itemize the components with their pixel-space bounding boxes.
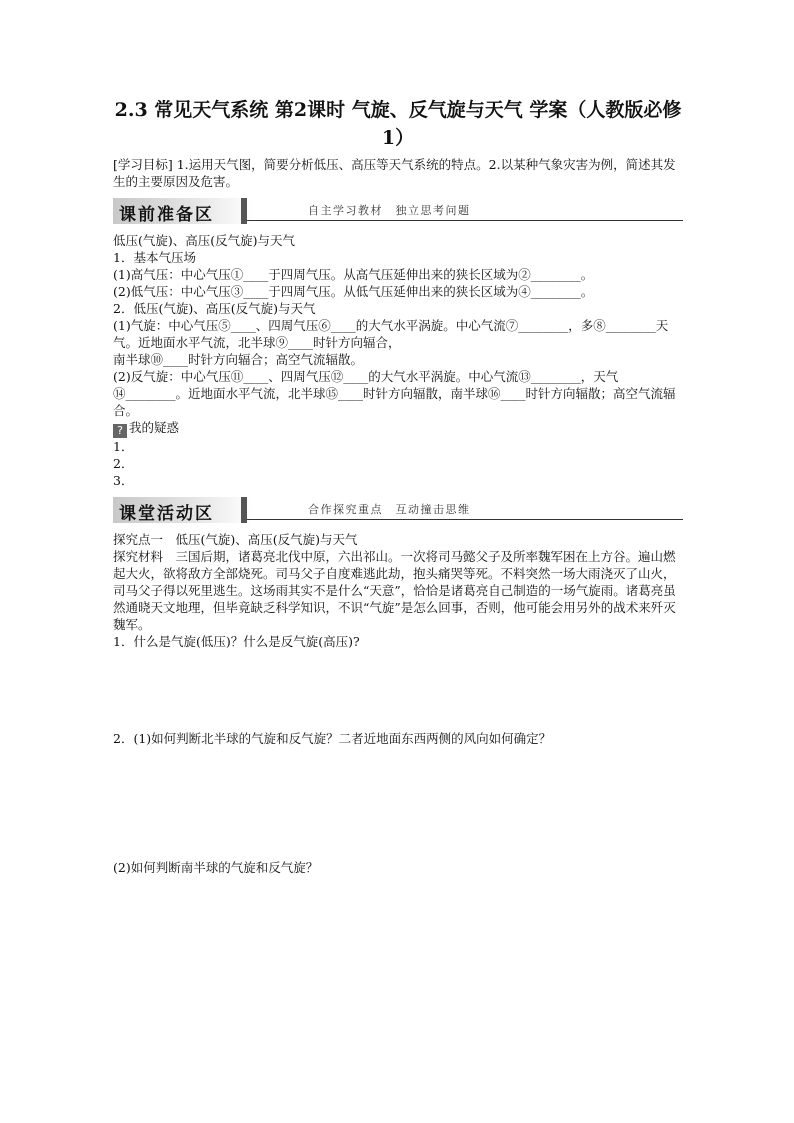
answer-space (113, 650, 683, 730)
text-line: 2．低压(气旋)、高压(反气旋)与天气 (113, 301, 316, 316)
question-1: 1．什么是气旋(低压)？什么是反气旋(高压)? (113, 634, 360, 649)
text-line: (1)高气压：中心气压①____于四周气压。从高气压延伸出来的狭长区域为②________。 (113, 267, 594, 282)
doubt-item: 1． (113, 439, 134, 454)
learning-objectives: [学习目标] 1.运用天气图，简要分析低压、高压等天气系统的特点。2.以某种气象灾害为例，简述其发生的主要原因及危害。 (113, 157, 676, 189)
doubt-heading (113, 419, 683, 438)
banner-title: 课前准备区 (119, 205, 214, 225)
text-line: 南半球⑩____时针方向辐合；高空气流辐散。 (113, 352, 364, 367)
text-line: (1)气旋：中心气压⑤____、四周气压⑥____的大气水平涡旋。中心气流⑦________，多⑧________天气。近地面水平气流，北半球⑨____时针方向辐合， (113, 318, 669, 350)
question-2: 2．(1)如何判断北半球的气旋和反气旋？二者近地面东西两侧的风向如何确定？ (113, 731, 552, 746)
banner-underline (247, 519, 683, 520)
banner-title: 课堂活动区 (119, 504, 214, 524)
exploration-material: 探究材料 三国后期，诸葛亮北伐中原，六出祁山。一次将司马懿父子及所率魏军困在上方谷。遍山燃起大火，欲将敌方全部烧死。司马父子自度难逃此劫，抱头痛哭等死。不料突然一场大雨浇灭了山火，司马父子得以死里逃生。这场雨其实不是什么“天意”，恰恰是诸葛亮自己制造的一场气旋雨。诸葛亮虽然通晓天文地理，但毕竟缺乏科学知识，不识“气旋”是怎么回事，否则，他可能会用另外的战术来歼灭魏军。 (113, 549, 676, 632)
banner-underline (247, 220, 683, 221)
banner-subtitle: 合作探究重点 互动撞击思维 (308, 503, 471, 516)
section-banner-preparation (113, 198, 683, 224)
question-3: (2)如何判断南半球的气旋和反气旋？ (113, 860, 319, 875)
banner-subtitle: 自主学习教材 独立思考问题 (308, 204, 471, 217)
document-body (113, 96, 683, 876)
doubt-item: 3． (113, 473, 134, 488)
answer-space (113, 747, 683, 859)
section-banner-activity (113, 497, 683, 523)
doubt-item: 2． (113, 456, 134, 471)
question-mark-icon: ? (113, 424, 127, 438)
document-title: 2.3 常见天气系统 第2课时 气旋、反气旋与天气 学案（人教版必修1） (114, 99, 682, 149)
text-line: (2)低气压：中心气压③____于四周气压。从低气压延伸出来的狭长区域为④________。 (113, 284, 594, 299)
text-line: 低压(气旋)、高压(反气旋)与天气 (113, 233, 296, 248)
exploration-point-title: 探究点一 低压(气旋)、高压(反气旋)与天气 (113, 532, 358, 547)
doubt-label: 我的疑惑 (129, 420, 180, 435)
text-line: (2)反气旋：中心气压⑪____、四周气压⑫____的大气水平涡旋。中心气流⑬________，天气⑭________。近地面水平气流，北半球⑮____时针方向辐散，南半球⑯____时针方向辐散；高空气流辐合。 (113, 369, 676, 418)
text-line: 1．基本气压场 (113, 250, 196, 265)
